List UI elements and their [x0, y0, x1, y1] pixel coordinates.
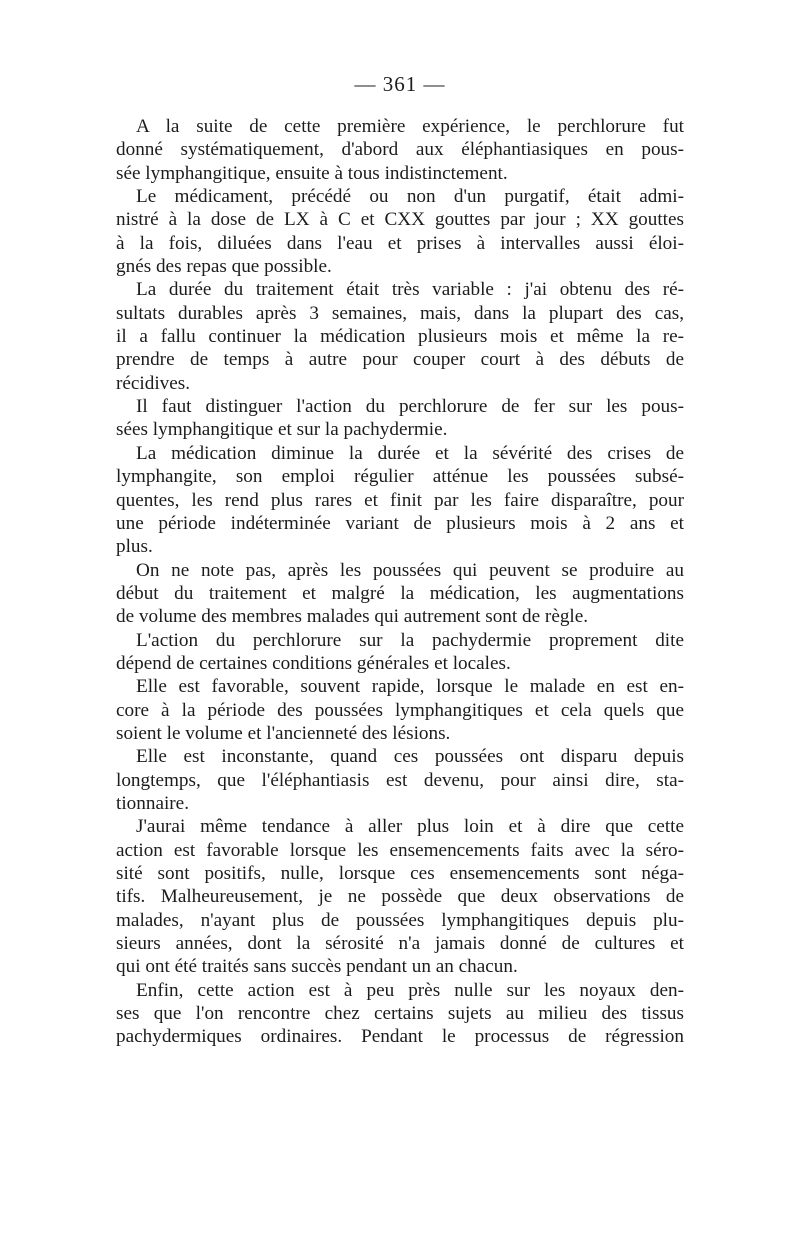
- text-line: soient le volume et l'ancienneté des lésions.: [116, 722, 451, 744]
- text-line: sées lymphangitique et sur la pachydermie.: [116, 419, 448, 441]
- text-line: gnés des repas que possible.: [116, 256, 332, 278]
- text-line: core à la période des poussées lymphangitiques et cela quels que: [116, 699, 684, 721]
- text-line: tionnaire.: [116, 792, 189, 814]
- page-number: — 361 —: [354, 72, 446, 96]
- text-line: ses que l'on rencontre chez certains sujets au milieu des tissus: [116, 1003, 684, 1025]
- text-line: Enfin, cette action est à peu près nulle sur les noyaux den-: [136, 979, 684, 1001]
- text-line: donné systématiquement, d'abord aux éléphantiasiques en pous-: [116, 139, 684, 161]
- text-line: sité sont positifs, nulle, lorsque ces ensemencements sont néga-: [116, 863, 684, 884]
- text-line: il a fallu continuer la médication plusieurs mois et même la re-: [116, 326, 684, 348]
- body-text: [116, 115, 684, 1049]
- text-line: malades, n'ayant plus de poussées lymphangitiques depuis plu-: [116, 909, 684, 931]
- text-line: sultats durables après 3 semaines, mais, dans la plupart des cas,: [116, 302, 684, 324]
- text-line: qui ont été traités sans succès pendant un an chacun.: [116, 956, 518, 978]
- text-line: récidives.: [116, 372, 191, 394]
- text-line: A la suite de cette première expérience, le perchlorure fut: [136, 116, 684, 137]
- text-line: quentes, les rend plus rares et finit par les faire disparaître, pour: [116, 489, 684, 511]
- text-line: pachydermiques ordinaires. Pendant le processus de régression: [116, 1026, 684, 1048]
- text-line: plus.: [116, 536, 153, 558]
- text-line: nistré à la dose de LX à C et CXX gouttes par jour ; XX gouttes: [116, 209, 684, 231]
- text-line: une période indéterminée variant de plusieurs mois à 2 ans et: [116, 512, 684, 534]
- text-line: On ne note pas, après les poussées qui peuvent se produire au: [136, 559, 684, 581]
- text-line: L'action du perchlorure sur la pachydermie proprement dite: [136, 629, 684, 651]
- text-line: dépend de certaines conditions générales et locales.: [116, 652, 511, 674]
- text-line: lymphangite, son emploi régulier atténue les poussées subsé-: [116, 466, 684, 488]
- text-line: La durée du traitement était très variable : j'ai obtenu des ré-: [136, 279, 684, 301]
- text-line: sieurs années, dont la sérosité n'a jamais donné de cultures et: [116, 933, 684, 955]
- text-line: tifs. Malheureusement, je ne possède que deux observations de: [116, 886, 684, 908]
- text-line: de volume des membres malades qui autrement sont de règle.: [116, 606, 589, 628]
- text-line: Elle est favorable, souvent rapide, lorsque le malade en est en-: [136, 676, 684, 698]
- text-line: longtemps, que l'éléphantiasis est devenu, pour ainsi dire, sta-: [116, 769, 684, 791]
- text-line: action est favorable lorsque les ensemencements faits avec la séro-: [116, 839, 684, 861]
- text-line: début du traitement et malgré la médication, les augmentations: [116, 582, 684, 604]
- text-line: à la fois, diluées dans l'eau et prises à intervalles aussi éloi-: [116, 232, 684, 254]
- text-line: La médication diminue la durée et la sévérité des crises de: [136, 442, 684, 464]
- text-line: Il faut distinguer l'action du perchlorure de fer sur les pous-: [136, 396, 684, 418]
- text-line: Le médicament, précédé ou non d'un purgatif, était admi-: [136, 186, 684, 208]
- text-line: J'aurai même tendance à aller plus loin et à dire que cette: [136, 816, 684, 838]
- text-line: Elle est inconstante, quand ces poussées ont disparu depuis: [136, 746, 684, 768]
- text-line: prendre de temps à autre pour couper court à des débuts de: [116, 349, 684, 371]
- text-line: sée lymphangitique, ensuite à tous indistinctement.: [116, 162, 508, 184]
